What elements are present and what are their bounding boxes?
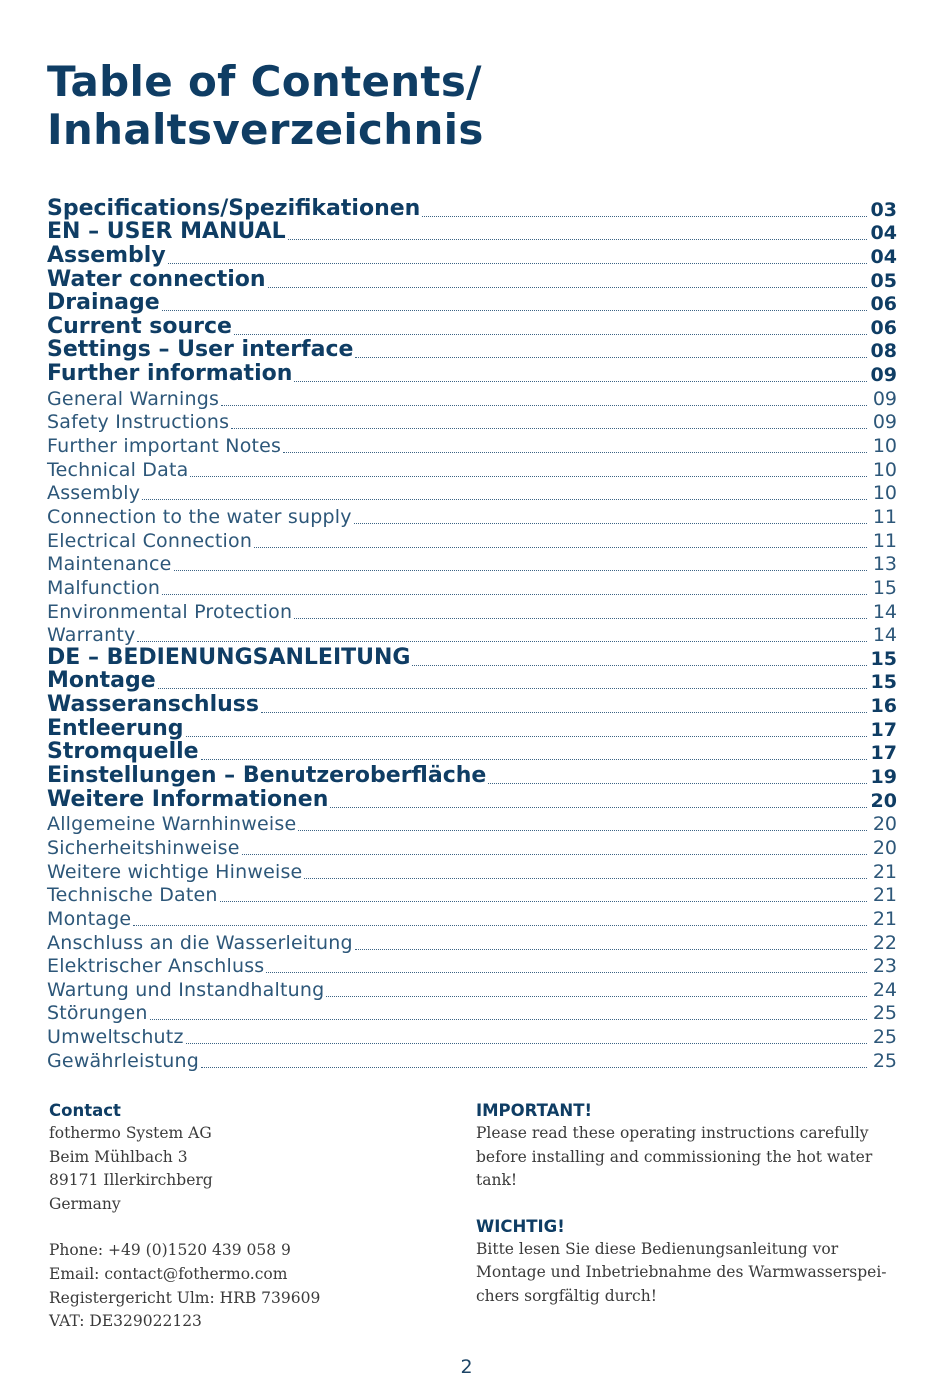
toc-dot-leader	[220, 901, 867, 902]
toc-dot-leader	[422, 216, 867, 217]
toc-entry-label: EN – USER MANUAL	[47, 219, 286, 245]
toc-dot-leader	[488, 783, 867, 784]
toc-entry-page: 23	[872, 955, 897, 978]
toc-entry-page: 22	[872, 931, 897, 954]
toc-entry-label: Wartung und Instandhaltung	[47, 978, 325, 1001]
toc-entry-label: Technische Daten	[47, 884, 218, 907]
toc-entry-page: 10	[872, 458, 897, 481]
toc-dot-leader	[304, 878, 867, 879]
toc-entry	[47, 504, 897, 528]
toc-entry-label: Einstellungen – Benutzeroberfläche	[47, 763, 487, 789]
important-line-2: before installing and commissioning the hot water	[476, 1147, 873, 1166]
toc-entry	[47, 292, 897, 316]
toc-entry	[47, 741, 897, 765]
toc-dot-leader	[294, 618, 867, 619]
toc-entry-label: Drainage	[47, 290, 160, 316]
toc-dot-leader	[298, 830, 867, 831]
toc-entry-page: 13	[872, 553, 897, 576]
toc-entry	[47, 670, 897, 694]
toc-dot-leader	[266, 972, 867, 973]
toc-entry	[47, 859, 897, 883]
toc-entry	[47, 835, 897, 859]
toc-entry-label: Maintenance	[47, 553, 172, 576]
toc-entry-page: 10	[872, 435, 897, 458]
toc-entry-page: 17	[870, 718, 897, 741]
toc-entry	[47, 315, 897, 339]
toc-entry-page: 15	[872, 576, 897, 599]
toc-dot-leader	[168, 263, 867, 264]
toc-entry	[47, 693, 897, 717]
toc-entry-page: 04	[870, 222, 897, 245]
toc-entry	[47, 954, 897, 978]
toc-entry	[47, 457, 897, 481]
toc-entry-page: 09	[872, 411, 897, 434]
toc-entry	[47, 599, 897, 623]
toc-entry-label: Allgemeine Warnhinweise	[47, 813, 297, 836]
toc-entry-page: 09	[872, 387, 897, 410]
toc-dot-leader	[254, 547, 867, 548]
toc-dot-leader	[294, 381, 867, 382]
toc-dot-leader	[354, 523, 867, 524]
toc-entry-page: 20	[872, 813, 897, 836]
toc-dot-leader	[162, 310, 867, 311]
toc-entry-page: 21	[872, 860, 897, 883]
toc-entry-page: 15	[870, 647, 897, 670]
toc-entry-label: Safety Instructions	[47, 411, 230, 434]
toc-entry-page: 06	[870, 293, 897, 316]
toc-entry-label: Gewährleistung	[47, 1049, 199, 1072]
important-heading: IMPORTANT!	[476, 1101, 592, 1120]
toc-entry-label: Current source	[47, 313, 232, 339]
toc-dot-leader	[142, 499, 867, 500]
page-title	[47, 58, 484, 154]
toc-entry	[47, 386, 897, 410]
toc-dot-leader	[330, 807, 867, 808]
toc-dot-leader	[150, 1019, 867, 1020]
contact-register: Registergericht Ulm: HRB 739609	[49, 1288, 321, 1307]
toc-entry	[47, 788, 897, 812]
table-of-contents	[47, 197, 897, 1072]
toc-dot-leader	[242, 854, 867, 855]
toc-dot-leader	[201, 759, 867, 760]
toc-dot-leader	[221, 405, 867, 406]
toc-entry	[47, 1024, 897, 1048]
toc-entry	[47, 575, 897, 599]
important-line-1: Please read these operating instructions carefully	[476, 1124, 869, 1142]
wichtig-heading: WICHTIG!	[476, 1216, 565, 1236]
toc-entry	[47, 268, 897, 292]
wichtig-line-3: chers sorgfältig durch!	[476, 1286, 657, 1305]
toc-entry-page: 25	[872, 1049, 897, 1072]
toc-entry-page: 14	[872, 624, 897, 647]
toc-entry-label: Weitere wichtige Hinweise	[47, 860, 303, 883]
toc-entry-page: 09	[870, 364, 897, 387]
toc-entry-page: 15	[870, 671, 897, 694]
toc-entry-label: Technical Data	[47, 458, 189, 481]
toc-dot-leader	[231, 428, 867, 429]
toc-entry-page: 21	[872, 884, 897, 907]
toc-entry-label: Stromquelle	[47, 739, 199, 765]
toc-dot-leader	[283, 452, 867, 453]
toc-entry-page: 05	[870, 269, 897, 292]
toc-entry	[47, 410, 897, 434]
toc-entry-label: Settings – User interface	[47, 337, 354, 363]
toc-entry-label: Further information	[47, 361, 293, 387]
toc-entry-label: Weitere Informationen	[47, 786, 329, 812]
toc-entry-label: Further important Notes	[47, 435, 282, 458]
toc-entry-page: 20	[872, 836, 897, 859]
toc-dot-leader	[412, 665, 867, 666]
toc-entry-label: Sicherheitshinweise	[47, 836, 240, 859]
toc-entry-page: 06	[870, 316, 897, 339]
toc-entry-page: 16	[870, 695, 897, 718]
toc-entry	[47, 764, 897, 788]
contact-country: Germany	[49, 1194, 121, 1213]
toc-dot-leader	[326, 996, 867, 997]
toc-entry-page: 04	[870, 245, 897, 268]
toc-entry-page: 19	[870, 766, 897, 789]
toc-entry-page: 21	[872, 907, 897, 930]
toc-entry	[47, 1001, 897, 1025]
toc-entry	[47, 244, 897, 268]
toc-entry	[47, 717, 897, 741]
toc-entry-label: Environmental Protection	[47, 600, 293, 623]
wichtig-line-2: Montage und Inbetriebnahme des Warmwasserspei-	[476, 1263, 887, 1282]
toc-entry	[47, 883, 897, 907]
toc-entry-page: 20	[870, 789, 897, 812]
toc-entry-page: 25	[872, 1026, 897, 1049]
toc-dot-leader	[186, 1043, 867, 1044]
toc-entry	[47, 528, 897, 552]
contact-street: Beim Mühlbach 3	[49, 1147, 188, 1166]
page-number: 2	[460, 1356, 473, 1378]
toc-entry	[47, 646, 897, 670]
wichtig-line-1: Bitte lesen Sie diese Bedienungsanleitung vor	[476, 1239, 839, 1258]
toc-entry	[47, 1048, 897, 1072]
toc-entry-page: 25	[872, 1002, 897, 1025]
toc-dot-leader	[162, 594, 867, 595]
toc-dot-leader	[288, 239, 867, 240]
notice-block	[476, 1099, 916, 1309]
toc-dot-leader	[268, 287, 867, 288]
toc-entry	[47, 812, 897, 836]
toc-entry-label: Malfunction	[47, 576, 161, 599]
toc-entry-label: General Warnings	[47, 387, 220, 410]
contact-vat: VAT: DE329022123	[49, 1312, 202, 1331]
toc-dot-leader	[355, 357, 867, 358]
contact-company: fothermo System AG	[49, 1124, 212, 1142]
toc-entry	[47, 552, 897, 576]
toc-entry	[47, 930, 897, 954]
toc-entry-page: 08	[870, 340, 897, 363]
contact-phone: Phone: +49 (0)1520 439 058 9	[49, 1241, 291, 1260]
toc-entry-page: 17	[870, 742, 897, 765]
contact-email: Email: contact@fothermo.com	[49, 1264, 288, 1283]
toc-dot-leader	[137, 641, 867, 642]
important-line-3: tank!	[476, 1171, 518, 1190]
toc-entry-label: Specifications/Spezifikationen	[47, 195, 421, 221]
toc-entry	[47, 623, 897, 647]
toc-entry-page: 03	[870, 198, 897, 221]
toc-entry-label: DE – BEDIENUNGSANLEITUNG	[47, 644, 411, 670]
contact-city: 89171 Illerkirchberg	[49, 1171, 213, 1190]
toc-entry	[47, 433, 897, 457]
contact-block	[49, 1099, 429, 1334]
toc-dot-leader	[355, 949, 867, 950]
toc-entry-page: 11	[872, 505, 897, 528]
toc-entry-label: Elektrischer Anschluss	[47, 955, 265, 978]
toc-dot-leader	[201, 1067, 867, 1068]
toc-dot-leader	[190, 476, 867, 477]
toc-entry	[47, 481, 897, 505]
toc-entry-label: Entleerung	[47, 715, 184, 741]
toc-entry-label: Assembly	[47, 482, 141, 505]
toc-dot-leader	[158, 688, 867, 689]
toc-entry	[47, 362, 897, 386]
toc-entry	[47, 221, 897, 245]
toc-dot-leader	[133, 925, 867, 926]
toc-entry	[47, 977, 897, 1001]
toc-dot-leader	[174, 570, 867, 571]
toc-entry-label: Assembly	[47, 242, 166, 268]
toc-entry-label: Electrical Connection	[47, 529, 253, 552]
toc-entry-page: 24	[872, 978, 897, 1001]
toc-entry-label: Störungen	[47, 1002, 148, 1025]
toc-entry-page: 11	[872, 529, 897, 552]
toc-entry-label: Water connection	[47, 266, 266, 292]
toc-entry-label: Montage	[47, 907, 132, 930]
toc-entry-label: Montage	[47, 668, 156, 694]
toc-entry-label: Umweltschutz	[47, 1026, 184, 1049]
toc-entry	[47, 339, 897, 363]
toc-entry-label: Connection to the water supply	[47, 505, 352, 528]
toc-dot-leader	[234, 334, 867, 335]
page-title-line-2: Inhaltsverzeichnis	[47, 105, 484, 154]
toc-entry-label: Warranty	[47, 624, 136, 647]
toc-entry-label: Wasseranschluss	[47, 692, 259, 718]
toc-entry	[47, 906, 897, 930]
toc-entry	[47, 197, 897, 221]
page-title-line-1: Table of Contents/	[47, 57, 482, 106]
toc-dot-leader	[261, 712, 867, 713]
contact-heading: Contact	[49, 1101, 121, 1120]
toc-entry-label: Anschluss an die Wasserleitung	[47, 931, 353, 954]
toc-dot-leader	[186, 736, 867, 737]
toc-entry-page: 10	[872, 482, 897, 505]
toc-entry-page: 14	[872, 600, 897, 623]
